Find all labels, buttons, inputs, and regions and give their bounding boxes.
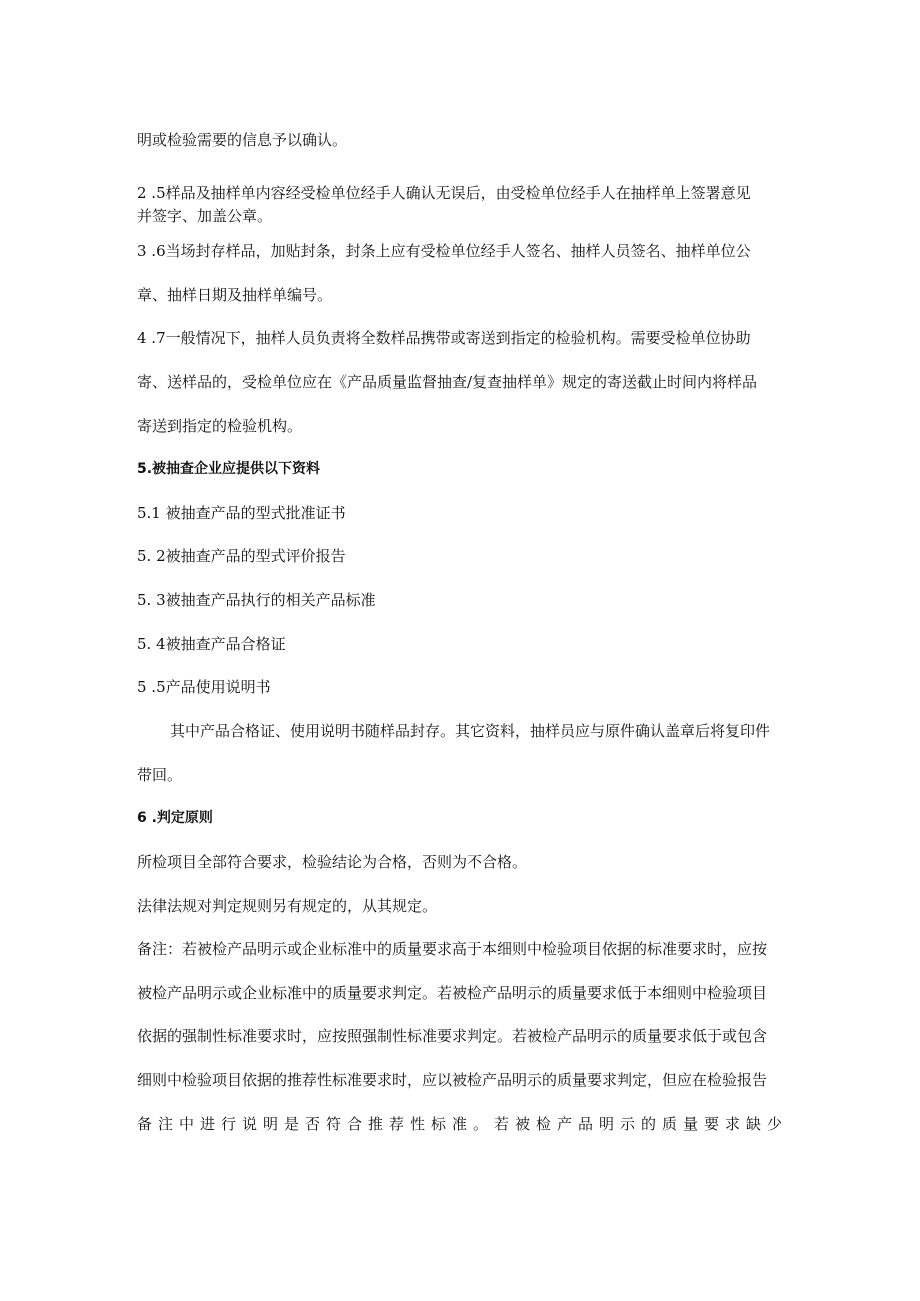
note-line: 细则中检验项目依据的推荐性标准要求时，应以被检产品明示的质量要求判定，但应在检验报告 xyxy=(137,1071,768,1089)
text-line: 章、抽样日期及抽样单编号。 xyxy=(137,286,333,304)
text-line: 明或检验需要的信息予以确认。 xyxy=(137,131,348,149)
text-line: 所检项目全部符合要求，检验结论为合格，否则为不合格。 xyxy=(137,853,528,871)
note-line: 被检产品明示或企业标准中的质量要求判定。若被检产品明示的质量要求低于本细则中检验项目 xyxy=(137,984,768,1002)
list-item: 5.1 被抽查产品的型式批准证书 xyxy=(137,504,346,522)
section-heading-5: 5.被抽查企业应提供以下资料 xyxy=(137,461,321,477)
list-item: 5 .5产品使用说明书 xyxy=(137,678,271,696)
section-heading-6: 6 .判定原则 xyxy=(137,810,213,826)
list-item: 5. 3被抽查产品执行的相关产品标准 xyxy=(137,591,376,609)
text-line: 法律法规对判定规则另有规定的，从其规定。 xyxy=(137,897,438,915)
note-line: 备注：若被检产品明示或企业标准中的质量要求高于本细则中检验项目依据的标准要求时，应按 xyxy=(137,940,768,958)
text-line: 并签字、加盖公章。 xyxy=(137,207,273,225)
list-item: 5. 4被抽查产品合格证 xyxy=(137,635,286,653)
note-line: 依据的强制性标准要求时，应按照强制性标准要求判定。若被检产品明示的质量要求低于或包含 xyxy=(137,1027,768,1045)
text-line: 2 .5样品及抽样单内容经受检单位经手人确认无误后，由受检单位经手人在抽样单上签署意见 xyxy=(137,184,751,202)
text-line: 寄送到指定的检验机构。 xyxy=(137,417,303,435)
text-line: 3 .6当场封存样品，加贴封条，封条上应有受检单位经手人签名、抽样人员签名、抽样单位公 xyxy=(137,242,751,260)
text-line: 其中产品合格证、使用说明书随样品封存。其它资料，抽样员应与原件确认盖章后将复印件 xyxy=(170,722,771,740)
text-line: 带回。 xyxy=(137,766,183,784)
text-line: 4 .7一般情况下，抽样人员负责将全数样品携带或寄送到指定的检验机构。需要受检单位协助 xyxy=(137,329,751,347)
list-item: 5. 2被抽查产品的型式评价报告 xyxy=(137,547,346,565)
note-line: 备注中进行说明是否符合推荐性标准。若被检产品明示的质量要求缺少 xyxy=(137,1115,789,1133)
text-line: 寄、送样品的，受检单位应在《产品质量监督抽查/复查抽样单》规定的寄送截止时间内将样品 xyxy=(137,373,758,391)
